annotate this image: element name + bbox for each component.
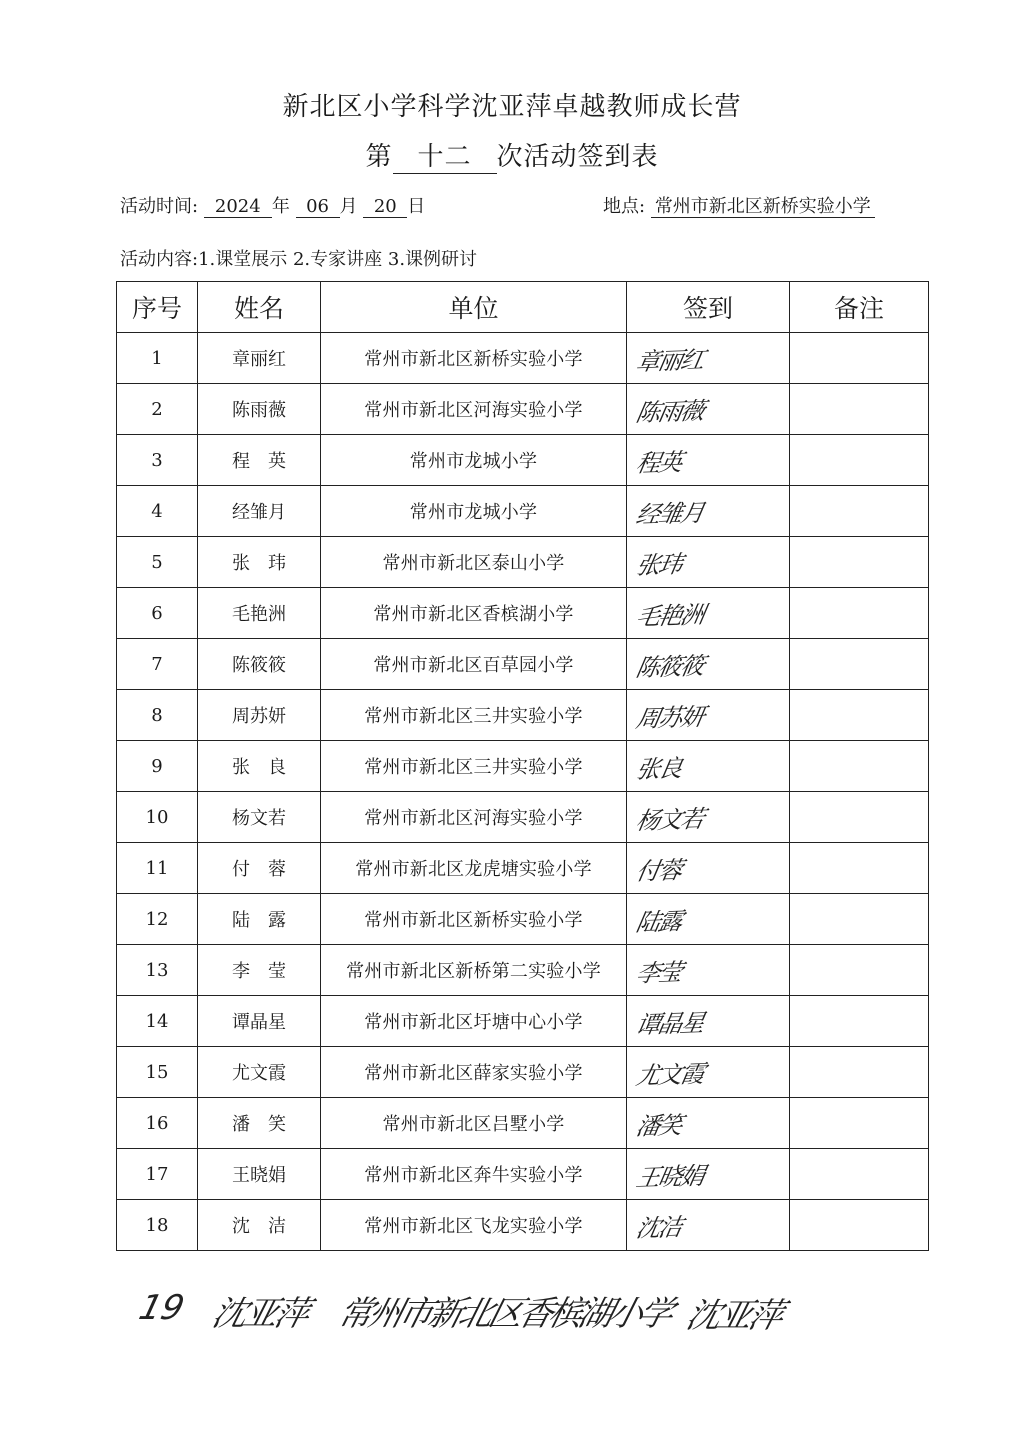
- row-signature: [627, 1200, 790, 1251]
- session-title: [0, 136, 1024, 174]
- handwritten-name: 沈亚萍: [208, 1294, 312, 1334]
- signature-text: 张良: [633, 754, 684, 784]
- signature-text: 章丽红: [633, 345, 706, 377]
- row-no: 7: [117, 639, 198, 690]
- row-signature: [627, 1149, 790, 1200]
- activity-place: [603, 192, 875, 218]
- signature-text: 经雏月: [633, 498, 706, 530]
- signature-text: 潘笑: [633, 1111, 684, 1141]
- signature-text: 陈雨薇: [633, 396, 706, 428]
- row-name: 沈 洁: [198, 1200, 321, 1251]
- row-unit: 常州市新北区河海实验小学: [321, 792, 627, 843]
- row-note: [790, 384, 929, 435]
- row-no: 1: [117, 333, 198, 384]
- session-number: 十二: [393, 136, 497, 174]
- handwritten-signature: 沈亚萍: [682, 1296, 786, 1336]
- row-unit: 常州市新北区吕墅小学: [321, 1098, 627, 1149]
- table-row: [117, 894, 929, 945]
- content-value: 1.课堂展示 2.专家讲座 3.课例研讨: [198, 249, 478, 270]
- row-note: [790, 1149, 929, 1200]
- table-header-row: [117, 282, 929, 333]
- row-unit: 常州市新北区龙虎塘实验小学: [321, 843, 627, 894]
- session-suffix: 次活动签到表: [496, 142, 659, 172]
- table-row: [117, 792, 929, 843]
- table-row: [117, 384, 929, 435]
- month-unit: 月: [339, 196, 358, 217]
- header-sign: 签到: [627, 282, 790, 333]
- header-no: 序号: [117, 282, 198, 333]
- row-unit: 常州市龙城小学: [321, 486, 627, 537]
- row-note: [790, 486, 929, 537]
- row-no: 10: [117, 792, 198, 843]
- header-note: 备注: [790, 282, 929, 333]
- table-row: [117, 639, 929, 690]
- row-unit: 常州市新北区百草园小学: [321, 639, 627, 690]
- row-note: [790, 1098, 929, 1149]
- table-row: [117, 333, 929, 384]
- signature-text: 程英: [633, 448, 684, 478]
- row-unit: 常州市新北区新桥实验小学: [321, 333, 627, 384]
- signature-text: 陈筱筱: [633, 651, 706, 683]
- row-name: 毛艳洲: [198, 588, 321, 639]
- row-unit: 常州市龙城小学: [321, 435, 627, 486]
- row-name: 经雏月: [198, 486, 321, 537]
- row-unit: 常州市新北区飞龙实验小学: [321, 1200, 627, 1251]
- row-signature: [627, 945, 790, 996]
- row-note: [790, 639, 929, 690]
- place-value: 常州市新北区新桥实验小学: [651, 196, 875, 218]
- signature-text: 沈洁: [633, 1213, 684, 1243]
- signature-text: 陆露: [633, 907, 684, 937]
- table-row: [117, 1200, 929, 1251]
- table-row: [117, 996, 929, 1047]
- row-signature: [627, 588, 790, 639]
- place-label: 地点:: [603, 196, 646, 217]
- row-unit: 常州市新北区薛家实验小学: [321, 1047, 627, 1098]
- activity-content: [120, 245, 477, 271]
- row-signature: [627, 435, 790, 486]
- row-name: 李 莹: [198, 945, 321, 996]
- row-no: 14: [117, 996, 198, 1047]
- header-unit: 单位: [321, 282, 627, 333]
- row-no: 2: [117, 384, 198, 435]
- row-name: 程 英: [198, 435, 321, 486]
- row-note: [790, 690, 929, 741]
- row-name: 章丽红: [198, 333, 321, 384]
- row-note: [790, 996, 929, 1047]
- row-signature: [627, 996, 790, 1047]
- table-row: [117, 486, 929, 537]
- row-note: [790, 1047, 929, 1098]
- row-signature: [627, 741, 790, 792]
- row-signature: [627, 894, 790, 945]
- table-row: [117, 690, 929, 741]
- row-no: 11: [117, 843, 198, 894]
- row-no: 6: [117, 588, 198, 639]
- row-signature: [627, 843, 790, 894]
- row-no: 8: [117, 690, 198, 741]
- row-no: 5: [117, 537, 198, 588]
- row-note: [790, 792, 929, 843]
- row-name: 潘 笑: [198, 1098, 321, 1149]
- row-note: [790, 537, 929, 588]
- row-no: 3: [117, 435, 198, 486]
- row-unit: 常州市新北区奔牛实验小学: [321, 1149, 627, 1200]
- table-row: [117, 435, 929, 486]
- row-name: 陆 露: [198, 894, 321, 945]
- signature-text: 李莹: [633, 958, 684, 988]
- signature-text: 张玮: [633, 550, 684, 580]
- row-name: 尤文霞: [198, 1047, 321, 1098]
- table-row: [117, 741, 929, 792]
- table-row: [117, 1149, 929, 1200]
- row-unit: 常州市新北区三井实验小学: [321, 690, 627, 741]
- row-unit: 常州市新北区三井实验小学: [321, 741, 627, 792]
- header-name: 姓名: [198, 282, 321, 333]
- row-note: [790, 435, 929, 486]
- day-unit: 日: [407, 196, 426, 217]
- row-note: [790, 843, 929, 894]
- row-name: 谭晶星: [198, 996, 321, 1047]
- row-no: 13: [117, 945, 198, 996]
- row-no: 17: [117, 1149, 198, 1200]
- signature-text: 王晓娟: [633, 1161, 706, 1193]
- row-unit: 常州市新北区圩塘中心小学: [321, 996, 627, 1047]
- row-note: [790, 894, 929, 945]
- row-note: [790, 1200, 929, 1251]
- row-signature: [627, 792, 790, 843]
- signature-text: 杨文若: [633, 804, 706, 836]
- year-unit: 年: [271, 196, 290, 217]
- year-value: 2024: [204, 196, 272, 218]
- row-signature: [627, 1047, 790, 1098]
- table-row: [117, 588, 929, 639]
- row-unit: 常州市新北区新桥第二实验小学: [321, 945, 627, 996]
- row-unit: 常州市新北区泰山小学: [321, 537, 627, 588]
- row-unit: 常州市新北区新桥实验小学: [321, 894, 627, 945]
- day-value: 20: [363, 196, 407, 218]
- activity-time: [120, 192, 425, 218]
- signature-text: 尤文霞: [633, 1059, 706, 1091]
- row-no: 4: [117, 486, 198, 537]
- row-name: 付 蓉: [198, 843, 321, 894]
- row-no: 9: [117, 741, 198, 792]
- row-unit: 常州市新北区香槟湖小学: [321, 588, 627, 639]
- table-row: [117, 537, 929, 588]
- row-name: 王晓娟: [198, 1149, 321, 1200]
- table-row: [117, 1098, 929, 1149]
- signature-text: 谭晶星: [633, 1008, 706, 1040]
- row-note: [790, 741, 929, 792]
- signin-table: [116, 281, 929, 1251]
- row-unit: 常州市新北区河海实验小学: [321, 384, 627, 435]
- row-name: 张 良: [198, 741, 321, 792]
- row-signature: [627, 639, 790, 690]
- table-row: [117, 843, 929, 894]
- signature-text: 付蓉: [633, 856, 684, 886]
- month-value: 06: [296, 196, 340, 218]
- signature-text: 周苏妍: [633, 702, 706, 734]
- table-row: [117, 945, 929, 996]
- signature-text: 毛艳洲: [633, 600, 706, 632]
- document-title: 新北区小学科学沈亚萍卓越教师成长营: [282, 92, 742, 122]
- row-note: [790, 945, 929, 996]
- handwritten-entry: [0, 1282, 1024, 1352]
- time-label: 活动时间:: [120, 196, 199, 217]
- row-no: 16: [117, 1098, 198, 1149]
- session-prefix: 第: [365, 142, 393, 172]
- row-signature: [627, 384, 790, 435]
- row-signature: [627, 1098, 790, 1149]
- row-signature: [627, 486, 790, 537]
- row-no: 12: [117, 894, 198, 945]
- handwritten-no: 19: [135, 1288, 189, 1328]
- row-name: 陈雨薇: [198, 384, 321, 435]
- row-name: 陈筱筱: [198, 639, 321, 690]
- row-note: [790, 333, 929, 384]
- row-signature: [627, 537, 790, 588]
- row-no: 15: [117, 1047, 198, 1098]
- table-row: [117, 1047, 929, 1098]
- handwritten-unit: 常州市新北区香槟湖小学: [334, 1294, 675, 1334]
- row-name: 周苏妍: [198, 690, 321, 741]
- row-name: 杨文若: [198, 792, 321, 843]
- row-note: [790, 588, 929, 639]
- row-name: 张 玮: [198, 537, 321, 588]
- row-signature: [627, 333, 790, 384]
- content-label: 活动内容:: [120, 249, 199, 270]
- row-no: 18: [117, 1200, 198, 1251]
- row-signature: [627, 690, 790, 741]
